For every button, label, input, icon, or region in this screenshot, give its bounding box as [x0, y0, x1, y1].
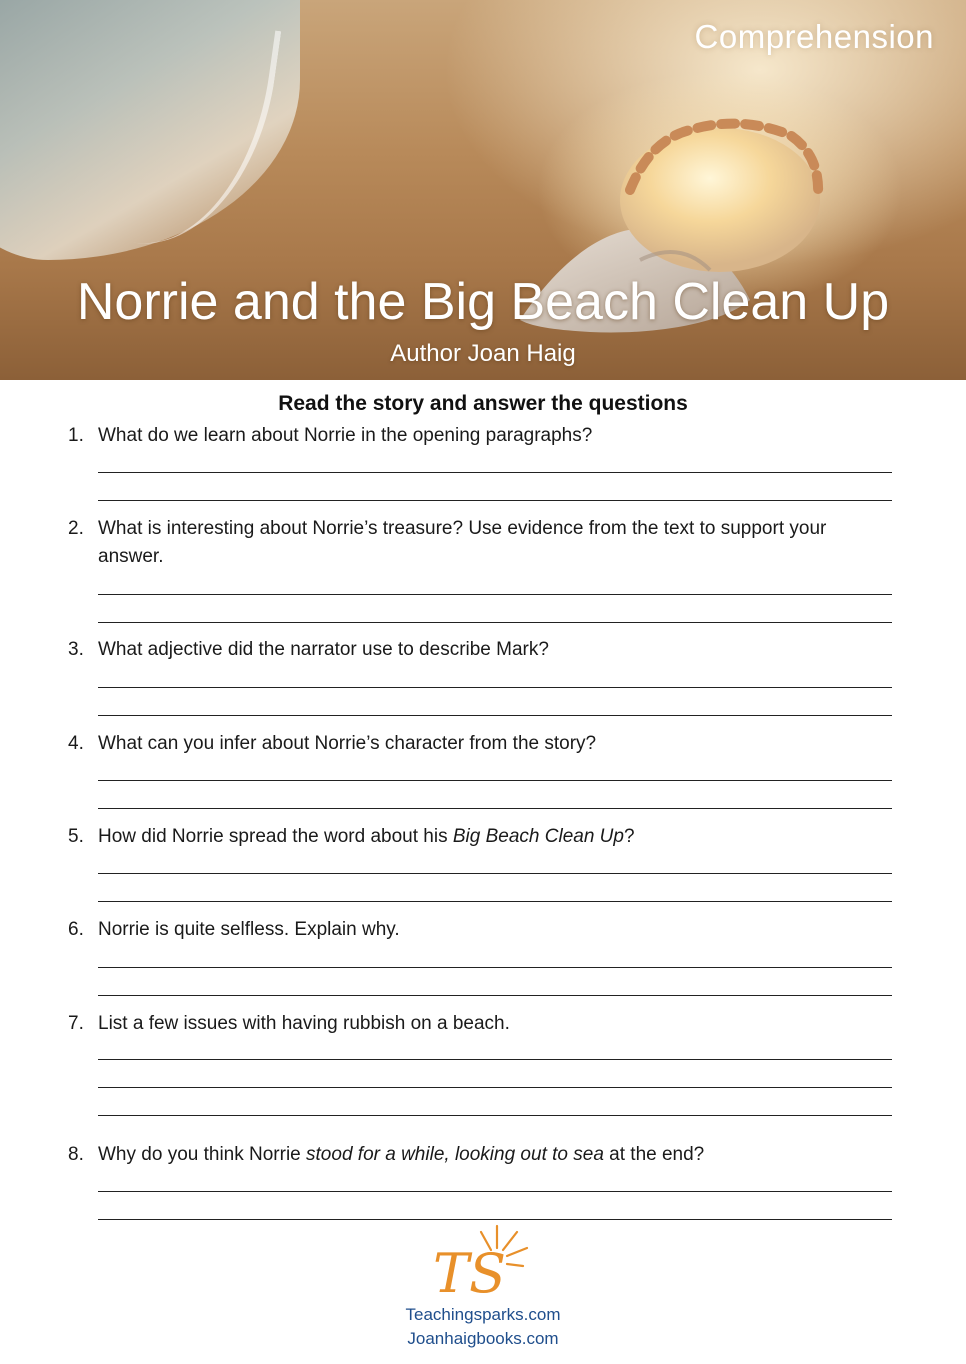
question-number: 3. — [68, 639, 84, 660]
answer-line[interactable] — [98, 687, 892, 688]
answer-line[interactable] — [98, 873, 892, 874]
answer-line[interactable] — [98, 1115, 892, 1116]
answer-line[interactable] — [98, 1191, 892, 1192]
question-number: 7. — [68, 1013, 84, 1034]
answer-line[interactable] — [98, 901, 892, 902]
answer-line[interactable] — [98, 1087, 892, 1088]
teachingsparks-logo — [423, 1220, 533, 1310]
question-number: 1. — [68, 425, 84, 446]
question-text: Why do you think Norrie stood for a while, looking out to sea at the end? — [98, 1144, 705, 1165]
question-text: How did Norrie spread the word about his Big Beach Clean Up? — [98, 826, 635, 847]
answer-line[interactable] — [98, 715, 892, 716]
teachingsparks-link[interactable]: Teachingsparks.com — [405, 1305, 561, 1324]
question-text: Norrie is quite selfless. Explain why. — [98, 919, 400, 940]
instructions-heading: Read the story and answer the questions — [278, 392, 688, 415]
answer-line[interactable] — [98, 780, 892, 781]
answer-line[interactable] — [98, 967, 892, 968]
category-label: Comprehension — [694, 18, 934, 55]
svg-text:TS: TS — [433, 1242, 507, 1305]
question-number: 6. — [68, 919, 84, 940]
page-title: Norrie and the Big Beach Clean Up — [76, 273, 890, 331]
question-number: 4. — [68, 733, 84, 754]
answer-line[interactable] — [98, 594, 892, 595]
answer-line[interactable] — [98, 472, 892, 473]
joanhaigbooks-link[interactable]: Joanhaigbooks.com — [407, 1329, 559, 1348]
question-text: What adjective did the narrator use to describe Mark? — [98, 639, 549, 660]
question-number: 5. — [68, 826, 84, 847]
answer-line[interactable] — [98, 995, 892, 996]
answer-line[interactable] — [98, 1059, 892, 1060]
wave-foam — [105, 11, 282, 259]
answer-line[interactable] — [98, 622, 892, 623]
question-text: What do we learn about Norrie in the opening paragraphs? — [98, 425, 593, 446]
question-text: What can you infer about Norrie’s character from the story? — [98, 733, 597, 754]
question-number: 8. — [68, 1144, 84, 1165]
answer-line[interactable] — [98, 500, 892, 501]
answer-line[interactable] — [98, 808, 892, 809]
question-text: What is interesting about Norrie’s treasure? Use evidence from the text to support your answer. — [98, 518, 827, 567]
question-text: List a few issues with having rubbish on a beach. — [98, 1013, 510, 1034]
question-number: 2. — [68, 518, 84, 539]
hero-banner — [0, 0, 966, 380]
author-line: Author Joan Haig — [390, 340, 576, 367]
